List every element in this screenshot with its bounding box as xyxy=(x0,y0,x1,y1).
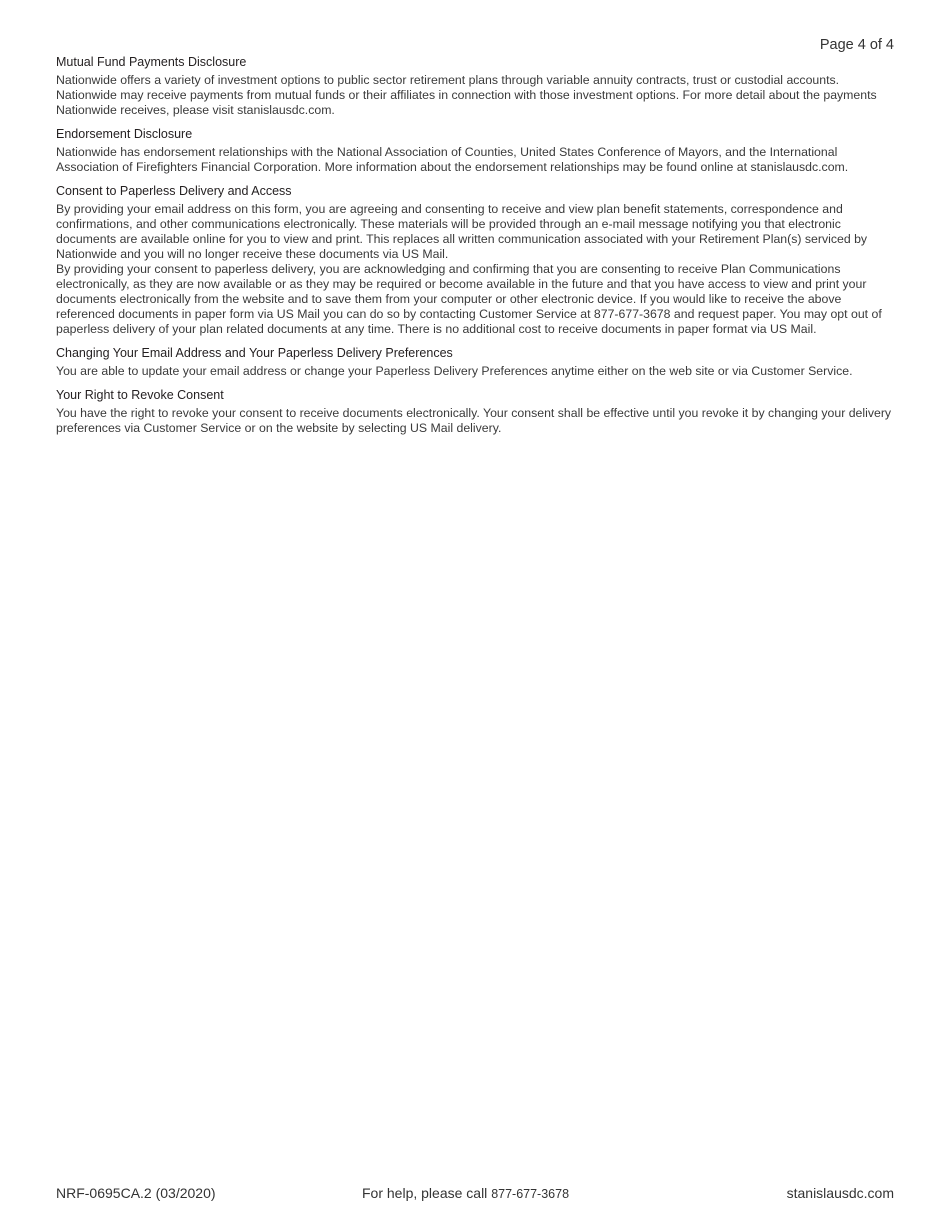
section-paragraph: By providing your consent to paperless delivery, you are acknowledging and confirming that you are consenting to receive Plan Communications electronically, as they are now available or as they may be required or become available in the future and that you have access to view and print your documents electronically from the website and to save them from your computer or other electronic device. If you would like to receive the above referenced documents in paper form via US Mail you can do so by contacting Customer Service at 877-677-3678 and request paper. You may opt out of paperless delivery of your plan related documents at any time. There is no additional cost to receive documents in paper format via US Mail. xyxy=(56,262,882,336)
section-heading: Your Right to Revoke Consent xyxy=(56,388,224,402)
section-email-preferences xyxy=(56,346,896,379)
section-heading: Mutual Fund Payments Disclosure xyxy=(56,55,247,69)
form-code: NRF-0695CA.2 (03/2020) xyxy=(56,1185,216,1201)
section-paragraph: Nationwide offers a variety of investment options to public sector retirement plans through variable annuity contracts, trust or custodial accounts. Nationwide may receive payments from mutual funds or their affiliates in connection with those investment options. For more detail about the payments Nationwide receives, please visit stanislausdc.com. xyxy=(56,73,877,117)
section-paragraph: You have the right to revoke your consent to receive documents electronically. Your consent shall be effective until you revoke it by changing your delivery preferences via Customer Service or on the website by selecting US Mail delivery. xyxy=(56,406,892,435)
page-number: Page 4 of 4 xyxy=(819,37,894,53)
document-body xyxy=(56,55,896,445)
help-text: For help, please call xyxy=(362,1185,488,1201)
section-paragraph: Nationwide has endorsement relationships with the National Association of Counties, United States Conference of Mayors, and the International Association of Firefighters Financial Corporation. More information about the endorsement relationships may be found online at stanislausdc.com. xyxy=(56,145,849,174)
section-paragraph: By providing your email address on this form, you are agreeing and consenting to receive and view plan benefit statements, correspondence and confirmations, and other communications electronically. These materials will be provided through an e-mail message notifying you that electronic documents are available online for you to view and print. This replaces all written communication associated with your Retirement Plan(s) serviced by Nationwide and you will no longer receive these documents via US Mail. xyxy=(56,202,868,261)
section-heading: Changing Your Email Address and Your Paperless Delivery Preferences xyxy=(56,346,453,360)
website-url: stanislausdc.com xyxy=(786,1185,894,1201)
section-heading: Endorsement Disclosure xyxy=(56,127,193,141)
page-footer xyxy=(56,1185,894,1203)
section-revoke-consent xyxy=(56,388,896,436)
section-heading: Consent to Paperless Delivery and Access xyxy=(56,184,292,198)
help-line xyxy=(362,1185,569,1201)
section-paperless-consent xyxy=(56,184,896,337)
section-endorsement xyxy=(56,127,896,175)
help-phone: 877-677-3678 xyxy=(491,1187,570,1201)
section-mutual-fund-payments xyxy=(56,55,896,118)
section-paragraph: You are able to update your email address or change your Paperless Delivery Preferences anytime either on the web site or via Customer Service. xyxy=(56,364,853,378)
